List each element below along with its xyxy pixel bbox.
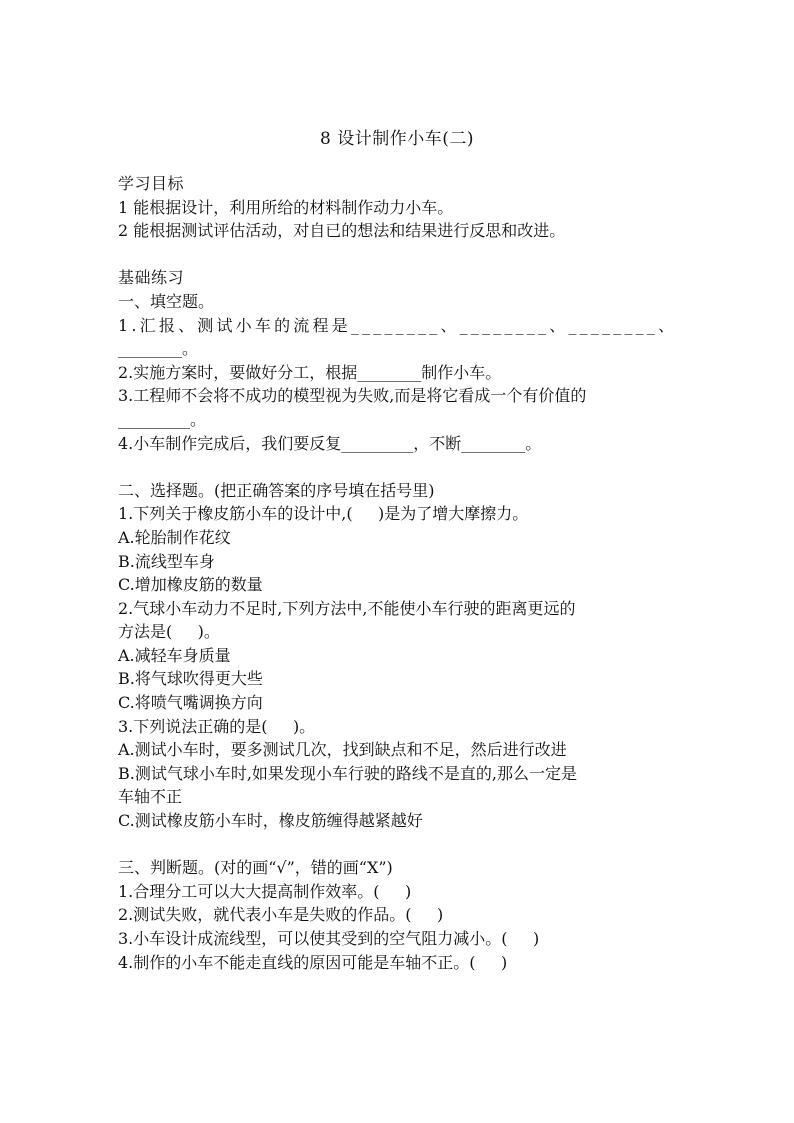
objectives-heading: 学习目标 (118, 174, 185, 193)
choice-question-3-option-b-line-1: B.测试气球小车时,如果发现小车行驶的路线不是直的,那么一定是 (118, 763, 578, 783)
spacer (118, 455, 680, 479)
fill-question-3-line-1: 3.工程师不会将不成功的模型视为失败,而是将它看成一个有价值的 (118, 386, 587, 406)
choice-question-1-option-b: B.流线型车身 (118, 551, 215, 571)
choice-question-2-option-a: A.减轻车身质量 (118, 645, 231, 665)
judge-item-4: 4.制作的小车不能走直线的原因可能是车轴不正。( ) (118, 952, 508, 972)
choice-question-3-option-a: A.测试小车时，要多测试几次，找到缺点和不足，然后进行改进 (118, 740, 567, 760)
practice-heading: 基础练习 (118, 268, 185, 288)
choice-question-2-option-b: B.将气球吹得更大些 (118, 669, 263, 689)
fill-blank-heading: 一、填空题。 (118, 291, 215, 311)
objective-item-1: 1 能根据设计，利用所给的材料制作动力小车。 (118, 197, 454, 217)
choice-question-2-line-1: 2.气球小车动力不足时,下列方法中,不能使小车行驶的距离更远的 (118, 598, 576, 618)
objective-item-2: 2 能根据测试评估活动，对自已的想法和结果进行反思和改进。 (118, 221, 566, 241)
fill-question-2: 2.实施方案时，要做好分工，根据________制作小车。 (118, 362, 502, 382)
judge-item-2: 2.测试失败，就代表小车是失败的作品。( ) (118, 905, 444, 925)
fill-question-3-line-2: _________。 (118, 409, 207, 429)
choice-question-1-option-c: C.增加橡皮筋的数量 (118, 575, 263, 595)
choice-question-3: 3.下列说法正确的是( )。 (118, 716, 316, 736)
fill-question-4: 4.小车制作完成后，我们要反复_________，不断________。 (118, 433, 542, 453)
choice-question-3-option-b-line-2: 车轴不正 (118, 787, 183, 807)
fill-question-1-line-2: ________。 (118, 339, 199, 359)
judge-item-1: 1.合理分工可以大大提高制作效率。( ) (118, 881, 412, 901)
page-title: 8 设计制作小车(二) (320, 129, 474, 149)
spacer (118, 243, 680, 267)
fill-question-1-line-1: 1.汇报、测试小车的流程是________、________、________、 (118, 315, 678, 335)
choice-question-2-option-c: C.将喷气嘴调换方向 (118, 693, 263, 713)
worksheet-body (118, 172, 680, 974)
spacer (118, 833, 680, 857)
choice-heading: 二、选择题。(把正确答案的序号填在括号里) (118, 480, 435, 500)
choice-question-3-option-c: C.测试橡皮筋小车时，橡皮筋缠得越紧越好 (118, 811, 423, 831)
judge-heading: 三、判断题。(对的画“√”，错的画“X”) (118, 858, 393, 878)
choice-question-2-line-2: 方法是( )。 (118, 622, 220, 642)
judge-item-3: 3.小车设计成流线型，可以使其受到的空气阻力减小。( ) (118, 929, 540, 948)
choice-question-1: 1.下列关于橡皮筋小车的设计中,( )是为了增大摩擦力。 (118, 504, 529, 524)
choice-question-1-option-a: A.轮胎制作花纹 (118, 527, 231, 547)
